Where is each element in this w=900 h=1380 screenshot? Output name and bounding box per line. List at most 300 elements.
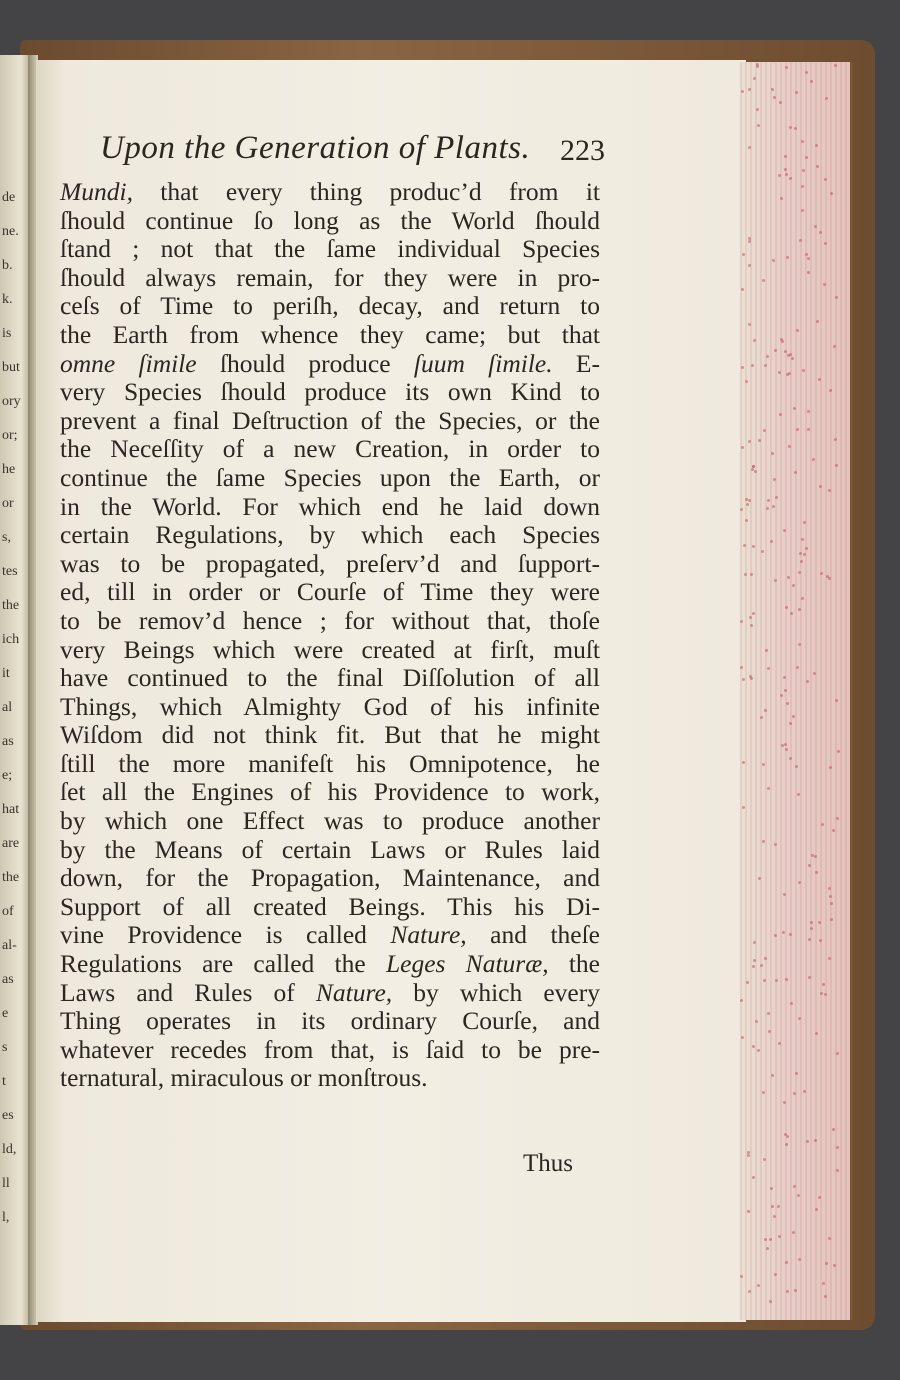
facing-page-fragment: but (2, 360, 20, 375)
sprinkle-speck (819, 231, 822, 234)
sprinkle-speck (750, 624, 753, 627)
text-span: vine Providence is called (60, 920, 391, 950)
sprinkle-speck (748, 499, 751, 502)
sprinkle-speck (786, 1135, 789, 1138)
sprinkle-speck (825, 97, 828, 100)
sprinkle-speck (753, 339, 756, 342)
sprinkle-speck (835, 464, 838, 467)
text-span: Things, which Almighty God of his infinite (60, 691, 600, 721)
sprinkle-speck (774, 349, 777, 352)
sprinkle-speck (762, 279, 765, 282)
text-line (60, 407, 600, 436)
sprinkle-speck (771, 88, 774, 91)
facing-page-fragment: ll (2, 1176, 10, 1191)
text-line (60, 378, 600, 407)
facing-page-fragment: the (2, 598, 20, 613)
sprinkle-speck (752, 965, 755, 968)
sprinkle-speck (748, 88, 751, 91)
sprinkle-speck (769, 1300, 772, 1303)
text-line (60, 921, 600, 950)
sprinkle-speck (771, 1205, 774, 1208)
sprinkle-speck (789, 126, 792, 129)
sprinkle-speck (740, 508, 743, 511)
text-line (60, 979, 600, 1008)
sprinkle-speck (748, 1290, 751, 1293)
facing-page-fragment: ich (2, 632, 20, 647)
sprinkle-speck (758, 877, 761, 880)
text-line (60, 893, 600, 922)
text-span: ed, till in order or Courſe of Time they were (60, 577, 600, 607)
text-span: to be remov’d hence ; for without that, thoſe (60, 605, 600, 635)
page-number: 223 (560, 134, 605, 167)
sprinkle-speck (757, 1284, 760, 1287)
sprinkle-speck (785, 1143, 788, 1146)
sprinkle-speck (765, 649, 768, 652)
sprinkle-speck (808, 938, 811, 941)
facing-page-fragment: ne. (2, 224, 19, 239)
text-span: Thing operates in its ordinary Courſe, and (60, 1006, 600, 1036)
sprinkle-speck (747, 1210, 750, 1213)
sprinkle-speck (818, 1196, 821, 1199)
sprinkle-speck (783, 676, 786, 679)
sprinkle-speck (826, 575, 829, 578)
sprinkle-speck (741, 1036, 744, 1039)
sprinkle-speck (786, 256, 789, 259)
sprinkle-speck (812, 458, 815, 461)
sprinkle-speck (821, 823, 824, 826)
sprinkle-speck (794, 471, 797, 474)
sprinkle-speck (808, 976, 811, 979)
sprinkle-speck (785, 66, 788, 69)
sprinkle-speck (771, 1074, 774, 1077)
sprinkle-speck (828, 489, 831, 492)
sprinkle-speck (741, 90, 744, 93)
sprinkle-speck (803, 1090, 806, 1093)
facing-page-fragment: the (2, 870, 20, 885)
text-line (60, 321, 600, 350)
sprinkle-speck (770, 1187, 773, 1190)
sprinkle-speck (836, 817, 839, 820)
sprinkle-speck (797, 1194, 800, 1197)
facing-page-fragment: ory (2, 394, 21, 409)
sprinkle-speck (781, 340, 784, 343)
sprinkle-speck (786, 702, 789, 705)
sprinkle-speck (741, 366, 744, 369)
sprinkle-speck (745, 519, 748, 522)
sprinkle-speck (778, 1042, 781, 1045)
sprinkle-speck (810, 927, 813, 930)
sprinkle-speck (746, 981, 749, 984)
text-span: in the World. For which end he laid down (60, 491, 600, 521)
facing-page-fragment: he (2, 462, 16, 477)
facing-page-fragment: as (2, 734, 14, 749)
text-line (60, 778, 600, 807)
sprinkle-speck (748, 323, 751, 326)
text-span: ceſs of Time to periſh, decay, and return to (60, 291, 600, 321)
sprinkle-speck (746, 503, 749, 506)
italic-text: Mundi, (60, 177, 133, 206)
text-span: very Beings which were created at firſt, muſt (60, 634, 600, 664)
text-span: ſtand ; not that the ſame individual Species (60, 234, 600, 264)
sprinkle-speck (798, 1258, 801, 1261)
text-span: and theſe (466, 920, 600, 950)
sprinkle-speck (760, 716, 763, 719)
text-line (60, 864, 600, 893)
page-block-edge (740, 62, 853, 1320)
text-line (60, 207, 600, 236)
text-span: Support of all created Beings. This his Di- (60, 891, 600, 921)
sprinkle-speck (785, 748, 788, 751)
sprinkle-speck (795, 1072, 798, 1075)
sprinkle-speck (824, 993, 827, 996)
sprinkle-speck (820, 992, 823, 995)
sprinkle-speck (793, 1092, 796, 1095)
facing-page-fragment: b. (2, 258, 13, 273)
sprinkle-speck (742, 806, 745, 809)
sprinkle-speck (784, 743, 787, 746)
text-span: the Earth from whence they came; but that (60, 319, 600, 349)
text-line (60, 721, 600, 750)
sprinkle-speck (798, 608, 801, 611)
page-header (100, 130, 605, 174)
sprinkle-speck (824, 178, 827, 181)
sprinkle-speck (828, 957, 831, 960)
text-line (60, 264, 600, 293)
facing-page-fragment: e; (2, 768, 13, 783)
text-line (60, 350, 600, 379)
sprinkle-speck (784, 350, 787, 353)
text-line (60, 578, 600, 607)
sprinkle-speck (824, 242, 827, 245)
text-span: by which every (392, 977, 600, 1007)
sprinkle-speck (756, 65, 759, 68)
sprinkle-speck (802, 369, 805, 372)
facing-page-fragment: ld, (2, 1142, 17, 1157)
sprinkle-speck (796, 428, 799, 431)
sprinkle-speck (756, 108, 759, 111)
sprinkle-speck (753, 77, 756, 80)
sprinkle-speck (796, 329, 799, 332)
sprinkle-speck (774, 579, 777, 582)
sprinkle-speck (757, 124, 760, 127)
sprinkle-speck (773, 478, 776, 481)
sprinkle-speck (815, 1032, 818, 1035)
running-head: Upon the Generation of Plants. (100, 130, 531, 166)
sprinkle-speck (772, 259, 775, 262)
text-line (60, 693, 600, 722)
sprinkle-speck (785, 606, 788, 609)
facing-page-fragment: hat (2, 802, 20, 817)
sprinkle-speck (752, 1176, 755, 1179)
sprinkle-speck (741, 446, 744, 449)
sprinkle-speck (767, 667, 770, 670)
text-span: the (548, 949, 600, 979)
facing-page-fragment: is (2, 326, 12, 341)
sprinkle-speck (832, 829, 835, 832)
sprinkle-speck (810, 921, 813, 924)
text-line (60, 750, 600, 779)
sprinkle-speck (743, 544, 746, 547)
sprinkle-speck (810, 80, 813, 83)
text-span: Laws and Rules of (60, 977, 316, 1007)
text-span: ſhould always remain, for they were in pro- (60, 262, 600, 292)
sprinkle-speck (806, 1140, 809, 1143)
sprinkle-speck (835, 296, 838, 299)
sprinkle-speck (833, 345, 836, 348)
sprinkle-speck (748, 240, 751, 243)
sprinkle-speck (769, 1238, 772, 1241)
sprinkle-speck (837, 750, 840, 753)
sprinkle-speck (822, 983, 825, 986)
sprinkle-speck (834, 438, 837, 441)
sprinkle-speck (752, 1045, 755, 1048)
sprinkle-speck (819, 485, 822, 488)
sprinkle-speck (799, 552, 802, 555)
text-line (60, 1036, 600, 1065)
sprinkle-speck (760, 964, 763, 967)
sprinkle-speck (753, 941, 756, 944)
text-span: E- (552, 348, 601, 378)
sprinkle-speck (778, 371, 781, 374)
sprinkle-speck (796, 666, 799, 669)
sprinkle-speck (772, 505, 775, 508)
sprinkle-speck (794, 1289, 797, 1292)
sprinkle-speck (752, 612, 755, 615)
sprinkle-speck (755, 1020, 758, 1023)
sprinkle-speck (740, 666, 743, 669)
text-line (60, 636, 600, 665)
facing-page-fragment: tes (2, 564, 18, 579)
text-span: Regulations are called the (60, 949, 386, 979)
sprinkle-speck (822, 1282, 825, 1285)
text-span: ſtill the more manifeſt his Omnipotence, he (60, 748, 600, 778)
sprinkle-speck (794, 127, 797, 130)
sprinkle-speck (805, 547, 808, 550)
sprinkle-speck (767, 787, 770, 790)
sprinkle-speck (835, 699, 838, 702)
sprinkle-speck (748, 146, 751, 149)
sprinkle-speck (785, 1261, 788, 1264)
sprinkle-speck (742, 761, 745, 764)
text-line (60, 836, 600, 865)
facing-page-fragment: or (2, 496, 14, 511)
sprinkle-speck (828, 1237, 831, 1240)
sprinkle-speck (775, 496, 778, 499)
text-line (60, 950, 600, 979)
sprinkle-speck (786, 373, 789, 376)
sprinkle-speck (836, 1146, 839, 1149)
sprinkle-speck (742, 678, 745, 681)
sprinkle-speck (789, 933, 792, 936)
sprinkle-speck (766, 1247, 769, 1250)
sprinkle-speck (833, 1264, 836, 1267)
sprinkle-speck (751, 364, 754, 367)
sprinkle-speck (778, 174, 781, 177)
text-line (60, 807, 600, 836)
sprinkle-speck (834, 64, 837, 67)
sprinkle-speck (814, 855, 817, 858)
sprinkle-speck (830, 192, 833, 195)
sprinkle-speck (815, 1208, 818, 1211)
sprinkle-speck (814, 1139, 817, 1142)
sprinkle-speck (749, 616, 752, 619)
text-span: ternatural, miraculous or monſtrous. (60, 1063, 428, 1093)
sprinkle-speck (786, 1290, 789, 1293)
text-line (60, 178, 600, 207)
sprinkle-speck (828, 887, 831, 890)
sprinkle-speck (753, 959, 756, 962)
facing-page-fragment: al- (2, 938, 17, 953)
sprinkle-speck (819, 939, 822, 942)
text-span: whatever recedes from that, is ſaid to be pre- (60, 1034, 600, 1064)
sprinkle-speck (766, 507, 769, 510)
sprinkle-speck (805, 156, 808, 159)
sprinkle-speck (829, 895, 832, 898)
text-span: ſet all the Engines of his Providence to work, (60, 777, 600, 807)
sprinkle-speck (747, 1154, 750, 1157)
italic-text: ſuum ſimile. (413, 348, 553, 378)
text-span: was to be propagated, preſerv’d and ſupport- (60, 548, 600, 578)
text-span: very Species ſhould produce its own Kind to (60, 377, 600, 407)
text-span: ſhould continue ſo long as the World ſhould (60, 205, 600, 235)
text-line (60, 1007, 600, 1036)
sprinkle-speck (818, 921, 821, 924)
sprinkle-speck (754, 470, 757, 473)
sprinkle-speck (803, 521, 806, 524)
sprinkle-speck (785, 173, 788, 176)
text-span: have continued to the final Diſſolution of all (60, 663, 600, 693)
sprinkle-speck (764, 957, 767, 960)
text-line (60, 464, 600, 493)
sprinkle-speck (767, 499, 770, 502)
sprinkle-speck (740, 999, 743, 1002)
sprinkle-speck (815, 871, 818, 874)
sprinkle-speck (763, 429, 766, 432)
sprinkle-speck (811, 854, 814, 857)
sprinkle-speck (761, 550, 764, 553)
facing-page-fragment: or; (2, 428, 18, 443)
sprinkle-speck (744, 573, 747, 576)
text-line (60, 292, 600, 321)
sprinkle-speck (748, 264, 751, 267)
sprinkle-speck (803, 553, 806, 556)
sprinkle-speck (762, 763, 765, 766)
facing-page-fragment: s, (2, 530, 11, 545)
sprinkle-speck (824, 1295, 827, 1298)
text-line (60, 435, 600, 464)
sprinkle-speck (790, 612, 793, 615)
sprinkle-speck (795, 765, 798, 768)
sprinkle-speck (764, 364, 767, 367)
facing-page-edge (0, 55, 30, 1325)
sprinkle-speck (807, 410, 810, 413)
sprinkle-speck (789, 757, 792, 760)
sprinkle-speck (762, 1091, 765, 1094)
text-line (60, 235, 600, 264)
sprinkle-speck (774, 1273, 777, 1276)
facing-page-fragment: e (2, 1006, 9, 1021)
facing-page-fragment: al (2, 700, 13, 715)
sprinkle-speck (767, 1012, 770, 1015)
sprinkle-speck (779, 413, 782, 416)
sprinkle-speck (750, 573, 753, 576)
text-span: by which one Effect was to produce another (60, 806, 600, 836)
sprinkle-speck (798, 571, 801, 574)
sprinkle-speck (798, 643, 801, 646)
sprinkle-speck (751, 468, 754, 471)
facing-page-fragment: t (2, 1074, 6, 1089)
sprinkle-speck (783, 529, 786, 532)
sprinkle-speck (768, 1030, 771, 1033)
sprinkle-speck (784, 168, 787, 171)
sprinkle-speck (757, 1049, 760, 1052)
sprinkle-speck (793, 1185, 796, 1188)
italic-text: omne ſimile (60, 348, 197, 378)
sprinkle-speck (762, 840, 765, 843)
sprinkle-speck (766, 355, 769, 358)
sprinkle-speck (741, 288, 744, 291)
sprinkle-speck (752, 465, 755, 468)
facing-page-fragment: k. (2, 292, 13, 307)
text-line (60, 493, 600, 522)
sprinkle-speck (775, 979, 778, 982)
sprinkle-speck (789, 177, 792, 180)
sprinkle-speck (787, 354, 790, 357)
sprinkle-speck (830, 918, 833, 921)
text-line (60, 607, 600, 636)
sprinkle-speck (745, 380, 748, 383)
sprinkle-speck (742, 253, 745, 256)
sprinkle-speck (740, 620, 743, 623)
sprinkle-speck (771, 452, 774, 455)
sprinkle-speck (801, 538, 804, 541)
sprinkle-speck (777, 1205, 780, 1208)
facing-page-fragment: of (2, 904, 14, 919)
sprinkle-speck (792, 1231, 795, 1234)
sprinkle-speck (798, 881, 801, 884)
sprinkle-speck (793, 407, 796, 410)
sprinkle-speck (807, 257, 810, 260)
sprinkle-speck (789, 722, 792, 725)
sprinkle-speck (807, 271, 810, 274)
sprinkle-speck (774, 843, 777, 846)
sprinkle-speck (797, 793, 800, 796)
facing-page-fragment: l, (2, 1210, 10, 1225)
sprinkle-speck (791, 357, 794, 360)
text-line (60, 664, 600, 693)
sprinkle-speck (782, 931, 785, 934)
sprinkle-speck (829, 389, 832, 392)
body-text (60, 178, 600, 1093)
facing-page-fragment: are (2, 836, 20, 851)
sprinkle-speck (774, 934, 777, 937)
sprinkle-speck (779, 101, 782, 104)
sprinkle-speck (792, 584, 795, 587)
sprinkle-speck (783, 893, 786, 896)
facing-page-fragment: it (2, 666, 10, 681)
text-span: ſhould produce (196, 348, 414, 378)
catchword: Thus (523, 1150, 573, 1177)
sprinkle-speck (752, 545, 755, 548)
sprinkle-speck (785, 978, 788, 981)
text-span: Wiſdom did not think fit. But that he might (60, 720, 600, 750)
italic-text: Nature, (390, 920, 467, 950)
text-line (60, 550, 600, 579)
italic-text: Leges Naturæ, (385, 949, 549, 979)
sprinkle-speck (773, 96, 776, 99)
sprinkle-speck (807, 428, 810, 431)
sprinkle-speck (740, 1275, 743, 1278)
